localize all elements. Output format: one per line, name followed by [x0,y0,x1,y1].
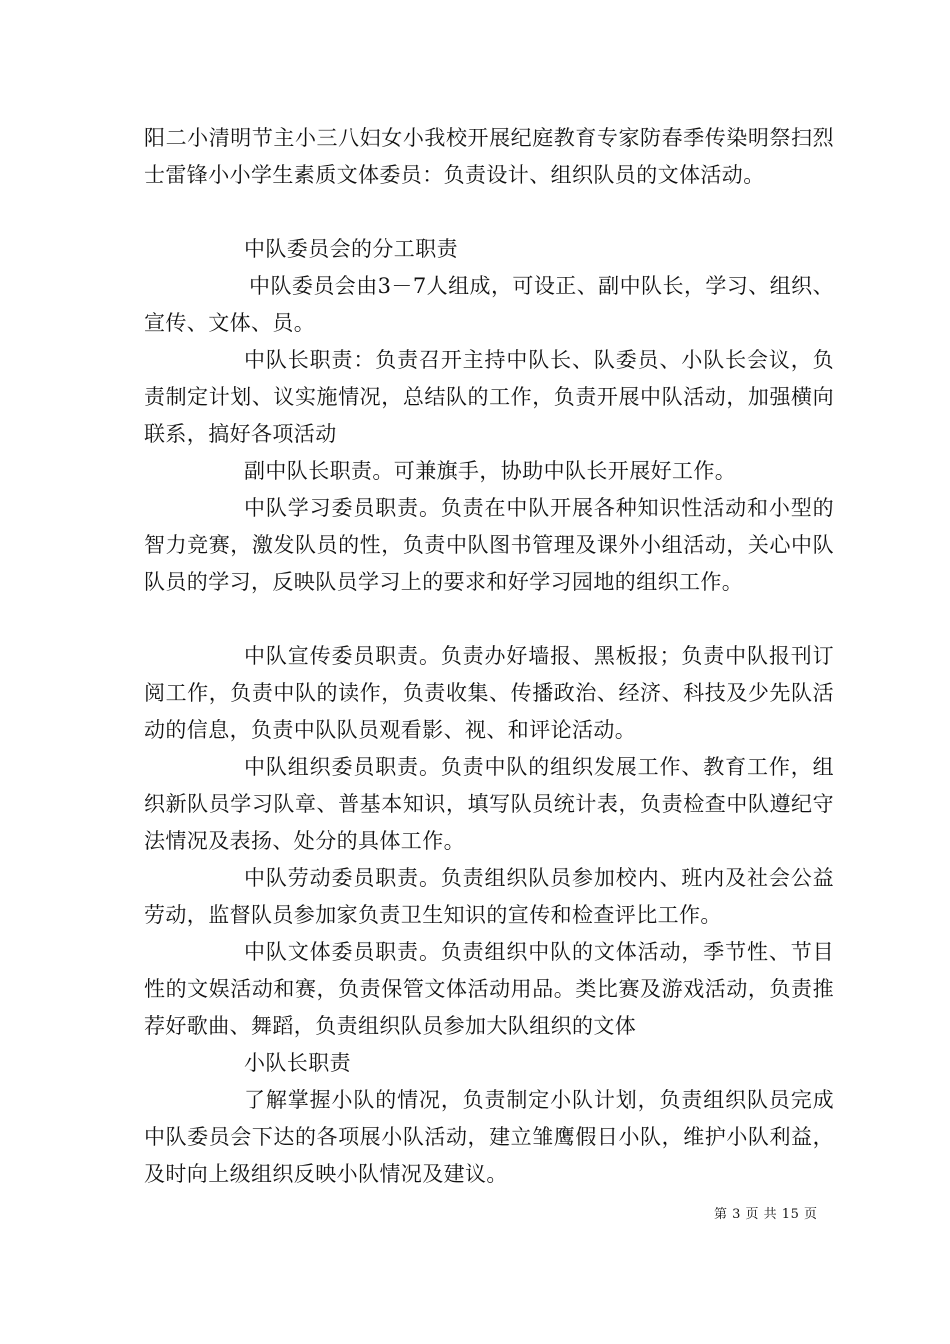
body-text-squad [144,1082,834,1193]
body-text-vice-captain [144,453,834,490]
paragraph-sports-member: 中队文体委员职责。负责组织中队的文体活动，季节性、节目性的文娱活动和赛，负责保管文体活动用品。类比赛及游戏活动，负责推荐好歌曲、舞蹈，负责组织队员参加大队组织的文体 [144,940,834,1038]
heading-committee-duties: 中队委员会的分工职责 [244,237,458,261]
body-text-composition [144,268,834,342]
paragraph-composition: 中队委员会由3－7人组成，可设正、副中队长，学习、组织、宣传、文体、员。 [144,274,834,335]
paragraph-intro: 阳二小清明节主小三八妇女小我校开展纪庭教育专家防春季传染明祭扫烈士雷锋小小学生素质文体委员：负责设计、组织队员的文体活动。 [144,126,834,187]
body-text-sports [144,934,834,1045]
paragraph-study-member: 中队学习委员职责。负责在中队开展各种知识性活动和小型的智力竞赛，激发队员的性，负责中队图书管理及课外小组活动，关心中队队员的学习，反映队员学习上的要求和好学习园地的组织工作。 [144,496,834,594]
body-text-labor [144,860,834,934]
body-text-top [144,120,834,194]
section-heading-squad [144,1045,834,1082]
heading-squad-leader: 小队长职责 [244,1051,351,1075]
body-text-study [144,490,834,601]
body-text-captain [144,342,834,453]
paragraph-captain: 中队长职责：负责召开主持中队长、队委员、小队长会议，负责制定计划、议实施情况，总结队的工作，负责开展中队活动，加强横向联系，搞好各项活动 [144,348,834,446]
body-text-organization [144,749,834,860]
paragraph-vice-captain: 副中队长职责。可兼旗手，协助中队长开展好工作。 [244,459,737,483]
section-heading-committee [144,231,834,268]
body-text-publicity [144,638,834,749]
paragraph-publicity-member: 中队宣传委员职责。负责办好墙报、黑板报；负责中队报刊订阅工作，负责中队的读作，负责收集、传播政治、经济、科技及少先队活动的信息，负责中队队员观看影、视、和评论活动。 [144,644,834,742]
paragraph-labor-member: 中队劳动委员职责。负责组织队员参加校内、班内及社会公益劳动，监督队员参加家负责卫生知识的宣传和检查评比工作。 [144,866,834,927]
paragraph-organization-member: 中队组织委员职责。负责中队的组织发展工作、教育工作，组织新队员学习队章、普基本知识，填写队员统计表，负责检查中队遵纪守法情况及表扬、处分的具体工作。 [144,755,834,853]
paragraph-squad-leader: 了解掌握小队的情况，负责制定小队计划，负责组织队员完成中队委员会下达的各项展小队活动，建立雏鹰假日小队，维护小队利益，及时向上级组织反映小队情况及建议。 [144,1088,834,1186]
page-number-footer: 第 3 页 共 15 页 [714,1207,818,1222]
